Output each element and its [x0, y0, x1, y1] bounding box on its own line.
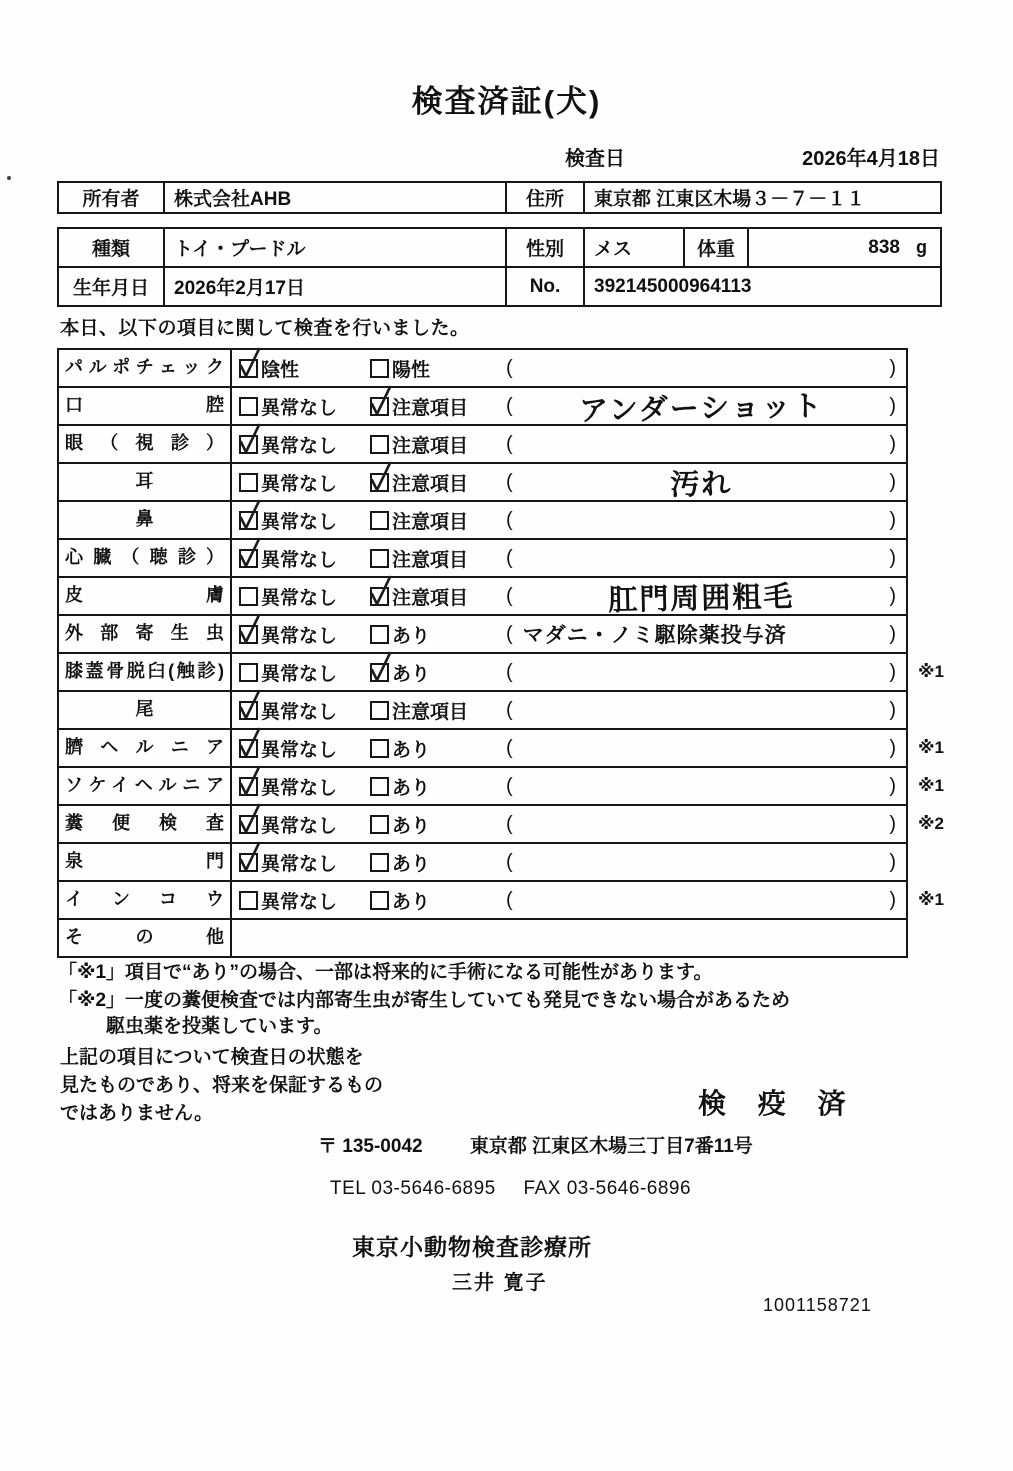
- id-number-value: 392145000964113: [584, 267, 941, 306]
- option-1: [239, 811, 370, 838]
- footnote-2: 「※2」一度の糞便検査では内部寄生虫が寄生していても発見できない場合があるため: [58, 990, 791, 1011]
- open-paren: (: [506, 546, 513, 569]
- scan-artifact-dot: [7, 176, 11, 180]
- checkbox: [370, 435, 389, 454]
- remarks-text: 肛門周囲粗毛: [607, 578, 795, 617]
- remarks-field: [506, 768, 906, 804]
- intro-sentence: 本日、以下の項目に関して検査を行いました。: [60, 318, 470, 339]
- checkbox: [370, 511, 389, 530]
- exam-date-row: [565, 142, 940, 171]
- exam-date-label: 検査日: [565, 148, 625, 170]
- option-1-label: 異常なし: [261, 739, 338, 761]
- open-paren: (: [506, 470, 513, 493]
- inspection-item-label: ソケイヘルニア: [59, 768, 232, 804]
- option-2-label: あり: [392, 815, 431, 837]
- remarks-text: 汚れ: [669, 465, 733, 502]
- breed-value: トイ・プードル: [164, 228, 506, 267]
- option-2: [370, 659, 506, 686]
- no-label: No.: [506, 267, 584, 306]
- check-mark-icon: [237, 839, 262, 874]
- checkbox: [239, 473, 258, 492]
- footnote-1: 「※1」項目で“あり”の場合、一部は将来的に手術になる可能性があります。: [58, 962, 713, 983]
- option-1-label: 異常なし: [261, 511, 338, 533]
- disclaimer-line-1: 上記の項目について検査日の状態を: [60, 1047, 364, 1068]
- inspection-item-label: パルポチェック: [59, 350, 232, 386]
- remarks-field: [506, 654, 906, 690]
- open-paren: (: [506, 736, 513, 759]
- inspection-row: [59, 502, 906, 540]
- checkbox: [370, 549, 389, 568]
- open-paren: (: [506, 508, 513, 531]
- option-2-label: あり: [392, 625, 431, 647]
- checkbox: [370, 891, 389, 910]
- checkbox: [239, 511, 258, 530]
- inspection-row: [59, 806, 944, 844]
- option-2: [370, 431, 506, 458]
- check-mark-icon: [237, 687, 262, 722]
- owner-name: 株式会社AHB: [164, 182, 506, 213]
- clinic-street-address: 東京都 江東区木場三丁目7番11号: [469, 1136, 753, 1157]
- weight-unit: g: [916, 236, 927, 257]
- open-paren: (: [506, 660, 513, 683]
- inspection-row: [59, 692, 906, 730]
- close-paren: ): [889, 888, 896, 911]
- inspection-item-label: 臍ヘルニア: [59, 730, 232, 766]
- open-paren: (: [506, 888, 513, 911]
- checkbox: [239, 701, 258, 720]
- inspection-row: [59, 578, 906, 616]
- option-1-label: 異常なし: [261, 815, 338, 837]
- checkbox: [239, 853, 258, 872]
- remarks-field: [506, 844, 906, 880]
- option-2: [370, 393, 506, 420]
- checkbox: [239, 549, 258, 568]
- disclaimer-line-3: ではありません。: [60, 1103, 214, 1124]
- option-2-label: 注意項目: [392, 549, 469, 571]
- check-mark-icon: [237, 421, 262, 456]
- checkbox: [239, 663, 258, 682]
- inspection-item-label: 膝蓋骨脱臼(触診): [59, 654, 232, 690]
- inspection-item-label: その他: [59, 920, 232, 956]
- checkbox: [370, 701, 389, 720]
- check-mark-icon: [237, 611, 262, 646]
- option-1: [239, 507, 370, 534]
- option-1: [239, 849, 370, 876]
- inspection-row: [59, 350, 906, 388]
- check-mark-icon: [237, 763, 262, 798]
- option-2-label: 注意項目: [392, 701, 469, 723]
- checkbox: [239, 435, 258, 454]
- option-1: [239, 887, 370, 914]
- option-1: [239, 583, 370, 610]
- remarks-field: [506, 502, 906, 538]
- inspection-item-label: 皮膚: [59, 578, 232, 614]
- inspection-item-label: 糞便検査: [59, 806, 232, 842]
- remarks-text: マダニ・ノミ駆除薬投与済: [522, 624, 787, 647]
- checkbox: [370, 853, 389, 872]
- inspection-row-content: [232, 350, 906, 386]
- close-paren: ): [889, 546, 896, 569]
- option-1-label: 異常なし: [261, 549, 338, 571]
- option-1: [239, 659, 370, 686]
- option-2: [370, 811, 506, 838]
- checkbox: [239, 891, 258, 910]
- inspection-row: [59, 540, 906, 578]
- close-paren: ): [889, 698, 896, 721]
- sex-value: メス: [584, 228, 684, 267]
- pet-info-table: [57, 227, 942, 307]
- option-1: [239, 545, 370, 572]
- inspection-row: [59, 844, 906, 882]
- weight-label: 体重: [684, 228, 748, 267]
- close-paren: ): [889, 356, 896, 379]
- remarks-field: [506, 578, 906, 617]
- inspection-item-label: 心臓（聴診）: [59, 540, 232, 576]
- inspection-row-content: [232, 502, 906, 538]
- option-1-label: 異常なし: [261, 435, 338, 457]
- remarks-field: [506, 426, 906, 462]
- checkbox: [239, 777, 258, 796]
- close-paren: ): [889, 812, 896, 835]
- clinic-tel-line: [330, 1178, 691, 1200]
- inspection-item-label: 鼻: [59, 502, 232, 538]
- open-paren: (: [506, 622, 513, 645]
- inspection-row-content: [232, 578, 906, 617]
- footnote-mark: ※2: [918, 814, 944, 833]
- option-2-label: 注意項目: [392, 511, 469, 533]
- checkbox: [239, 625, 258, 644]
- option-1: [239, 355, 370, 382]
- check-mark-icon: [368, 573, 393, 608]
- checkbox: [370, 473, 389, 492]
- remarks-field: [506, 350, 906, 386]
- option-1-label: 異常なし: [261, 663, 338, 685]
- inspection-row: [59, 464, 906, 502]
- option-2-label: あり: [392, 739, 431, 761]
- checkbox: [370, 359, 389, 378]
- footnote-mark: ※1: [918, 776, 944, 795]
- option-1-label: 異常なし: [261, 891, 338, 913]
- checkbox: [239, 397, 258, 416]
- option-1-label: 異常なし: [261, 473, 338, 495]
- sex-label: 性別: [506, 228, 584, 267]
- check-mark-icon: [237, 725, 262, 760]
- option-1: [239, 697, 370, 724]
- option-1-label: 異常なし: [261, 397, 338, 419]
- option-2: [370, 469, 506, 496]
- remarks-field: [506, 806, 906, 842]
- option-1-label: 異常なし: [261, 701, 338, 723]
- address-label: 住所: [506, 182, 584, 213]
- remarks-field: [506, 464, 906, 500]
- open-paren: (: [506, 774, 513, 797]
- option-1: [239, 773, 370, 800]
- check-mark-icon: [368, 383, 393, 418]
- checkbox: [370, 663, 389, 682]
- option-2: [370, 583, 506, 610]
- option-1: [239, 621, 370, 648]
- breed-label: 種類: [58, 228, 164, 267]
- remarks-field: [506, 730, 906, 766]
- option-2: [370, 621, 506, 648]
- option-1: [239, 735, 370, 762]
- check-mark-icon: [237, 345, 262, 380]
- option-2-label: あり: [392, 891, 431, 913]
- inspection-row: [59, 768, 944, 806]
- exam-date-value: 2026年4月18日: [802, 148, 940, 170]
- option-1-label: 異常なし: [261, 853, 338, 875]
- checkbox: [239, 739, 258, 758]
- check-mark-icon: [368, 459, 393, 494]
- page-title: 検査済証(犬): [411, 84, 602, 119]
- quarantine-passed-stamp: 検 疫 済: [698, 1088, 858, 1119]
- inspection-row-content: [232, 464, 906, 500]
- option-2: [370, 545, 506, 572]
- inspection-row: [59, 616, 906, 654]
- open-paren: (: [506, 394, 513, 417]
- remarks-field: [506, 387, 906, 428]
- check-mark-icon: [237, 497, 262, 532]
- option-1-label: 異常なし: [261, 777, 338, 799]
- open-paren: (: [506, 850, 513, 873]
- open-paren: (: [506, 698, 513, 721]
- inspection-row: [59, 388, 906, 426]
- option-1-label: 異常なし: [261, 587, 338, 609]
- owner-label: 所有者: [58, 182, 164, 213]
- serial-number: 1001158721: [763, 1295, 872, 1315]
- inspection-row-content: [232, 426, 906, 462]
- footnote-mark: ※1: [918, 890, 944, 909]
- checkbox: [370, 625, 389, 644]
- option-2: [370, 735, 506, 762]
- inspection-item-label: インコウ: [59, 882, 232, 918]
- check-mark-icon: [237, 801, 262, 836]
- inspection-row: [59, 426, 906, 464]
- inspection-row-content: [232, 616, 906, 652]
- checkbox: [239, 359, 258, 378]
- option-2: [370, 355, 506, 382]
- inspection-row-content: [232, 768, 906, 804]
- remarks-field: [506, 882, 906, 918]
- clinic-name: 東京小動物検査診療所: [352, 1234, 592, 1260]
- close-paren: ): [889, 508, 896, 531]
- inspection-row: [59, 654, 944, 692]
- close-paren: ): [889, 394, 896, 417]
- option-1: [239, 431, 370, 458]
- veterinarian-name: 三井 寛子: [452, 1272, 548, 1294]
- inspection-item-label: 外部寄生虫: [59, 616, 232, 652]
- checkbox: [370, 815, 389, 834]
- inspection-row-content: [232, 844, 906, 880]
- remarks-field: [506, 692, 906, 728]
- inspection-row-content: [232, 882, 906, 918]
- checkbox: [370, 777, 389, 796]
- disclaimer-block: [60, 1044, 460, 1128]
- close-paren: ): [889, 470, 896, 493]
- close-paren: ): [889, 584, 896, 607]
- owner-address: 東京都 江東区木場３－７－１１: [584, 182, 941, 213]
- inspection-row-content: [232, 387, 906, 428]
- close-paren: ): [889, 736, 896, 759]
- inspection-row: [59, 730, 944, 768]
- inspection-item-label: 耳: [59, 464, 232, 500]
- inspection-item-label: 尾: [59, 692, 232, 728]
- remarks-field: [506, 616, 906, 652]
- birthdate-value: 2026年2月17日: [164, 267, 506, 306]
- checkbox: [239, 815, 258, 834]
- remarks-field: [506, 540, 906, 576]
- option-2-label: あり: [392, 777, 431, 799]
- clinic-address-line: [318, 1131, 753, 1158]
- close-paren: ): [889, 774, 896, 797]
- check-mark-icon: [237, 535, 262, 570]
- footnote-mark: ※1: [918, 738, 944, 757]
- option-1: [239, 469, 370, 496]
- option-2-label: あり: [392, 853, 431, 875]
- checkbox: [239, 587, 258, 606]
- option-2-label: 注意項目: [392, 587, 469, 609]
- footnotes-block: [58, 960, 958, 1042]
- inspection-item-label: 口腔: [59, 388, 232, 424]
- clinic-tel: TEL 03-5646-6895: [330, 1178, 496, 1199]
- inspection-table: [57, 348, 944, 958]
- close-paren: ): [889, 660, 896, 683]
- close-paren: ): [889, 850, 896, 873]
- option-1-label: 陰性: [261, 359, 300, 381]
- option-2-label: 注意項目: [392, 435, 469, 457]
- option-2: [370, 507, 506, 534]
- option-2: [370, 773, 506, 800]
- option-2-label: 注意項目: [392, 473, 469, 495]
- close-paren: ): [889, 432, 896, 455]
- option-2: [370, 697, 506, 724]
- open-paren: (: [506, 356, 513, 379]
- inspection-row-content: [232, 692, 906, 728]
- inspection-row: [59, 920, 906, 958]
- open-paren: (: [506, 584, 513, 607]
- inspection-row-content: [232, 730, 906, 766]
- birthdate-label: 生年月日: [58, 267, 164, 306]
- inspection-row-content: [232, 540, 906, 576]
- checkbox: [370, 587, 389, 606]
- inspection-item-label: 眼（視診）: [59, 426, 232, 462]
- weight-value: 838: [868, 236, 900, 258]
- checkbox: [370, 739, 389, 758]
- option-2: [370, 849, 506, 876]
- option-1: [239, 393, 370, 420]
- inspection-item-label: 泉門: [59, 844, 232, 880]
- footnote-mark: ※1: [918, 662, 944, 681]
- option-2-label: 注意項目: [392, 397, 469, 419]
- inspection-row: [59, 882, 944, 920]
- inspection-row-content: [232, 920, 906, 956]
- close-paren: ): [889, 622, 896, 645]
- open-paren: (: [506, 812, 513, 835]
- open-paren: (: [506, 432, 513, 455]
- inspection-row-content: [232, 806, 906, 842]
- check-mark-icon: [368, 649, 393, 684]
- postal-code: 〒 135-0042: [318, 1136, 423, 1157]
- option-1-label: 異常なし: [261, 625, 338, 647]
- clinic-fax: FAX 03-5646-6896: [523, 1178, 692, 1199]
- footnote-2-continued: 駆虫薬を投薬しています。: [106, 1016, 333, 1037]
- option-2: [370, 887, 506, 914]
- inspection-row-content: [232, 654, 906, 690]
- disclaimer-line-2: 見たものであり、将来を保証するもの: [60, 1075, 384, 1096]
- option-2-label: あり: [392, 663, 431, 685]
- weight-value-cell: [748, 228, 941, 267]
- remarks-text: アンダーショット: [578, 387, 824, 428]
- owner-info-table: [57, 181, 942, 214]
- checkbox: [370, 397, 389, 416]
- option-2-label: 陽性: [392, 359, 431, 381]
